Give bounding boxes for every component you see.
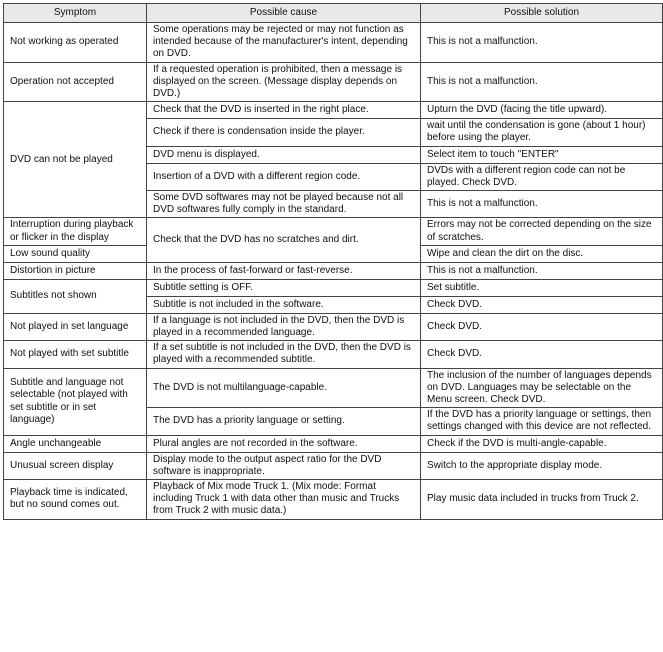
- table-row: [4, 62, 663, 102]
- solution-cell: This is not a malfunction.: [421, 191, 663, 218]
- solution-cell: Upturn the DVD (facing the title upward).: [421, 102, 663, 119]
- solution-cell: The inclusion of the number of languages depends on DVD. Languages may be selectable on the Menu screen. Check DVD.: [421, 368, 663, 408]
- solution-cell: Check DVD.: [421, 341, 663, 368]
- cause-cell: Display mode to the output aspect ratio for the DVD software is inappropriate.: [147, 452, 421, 479]
- solution-cell: This is not a malfunction.: [421, 62, 663, 102]
- symptom-cell: Subtitles not shown: [4, 279, 147, 313]
- header-possible-solution: Possible solution: [421, 4, 663, 23]
- cause-cell: DVD menu is displayed.: [147, 146, 421, 163]
- solution-cell: wait until the condensation is gone (about 1 hour) before using the player.: [421, 119, 663, 146]
- cause-cell: If a requested operation is prohibited, then a message is displayed on the screen. (Message display depends on DVD.): [147, 62, 421, 102]
- table-row: [4, 23, 663, 63]
- cause-cell: The DVD has a priority language or setting.: [147, 408, 421, 435]
- symptom-cell: Low sound quality: [4, 245, 147, 262]
- symptom-cell: Subtitle and language not selectable (not played with set subtitle or in set language): [4, 368, 147, 435]
- symptom-cell: Not played with set subtitle: [4, 341, 147, 368]
- solution-cell: Check DVD.: [421, 296, 663, 313]
- cause-cell: Check if there is condensation inside the player.: [147, 119, 421, 146]
- cause-cell: Some operations may be rejected or may not function as intended because of the manufacturer's intent, depending on DVD.: [147, 23, 421, 63]
- table-row: [4, 102, 663, 119]
- solution-cell: If the DVD has a priority language or settings, then settings changed with this device are not reflected.: [421, 408, 663, 435]
- solution-cell: Check if the DVD is multi-angle-capable.: [421, 435, 663, 452]
- cause-cell: Insertion of a DVD with a different region code.: [147, 163, 421, 190]
- cause-cell: Check that the DVD has no scratches and dirt.: [147, 218, 421, 262]
- cause-cell: If a set subtitle is not included in the DVD, then the DVD is played with a recommended subtitle.: [147, 341, 421, 368]
- table-row: [4, 480, 663, 520]
- table-row: [4, 452, 663, 479]
- header-row: [4, 4, 663, 23]
- table-row: [4, 435, 663, 452]
- solution-cell: Errors may not be corrected depending on the size of scratches.: [421, 218, 663, 245]
- cause-cell: Playback of Mix mode Truck 1. (Mix mode: Format including Truck 1 with data other than music and Trucks from Truck 2 with music data.): [147, 480, 421, 520]
- table-row: [4, 368, 663, 408]
- symptom-cell: Not working as operated: [4, 23, 147, 63]
- solution-cell: Select item to touch "ENTER": [421, 146, 663, 163]
- cause-cell: Plural angles are not recorded in the software.: [147, 435, 421, 452]
- header-symptom: Symptom: [4, 4, 147, 23]
- symptom-cell: Playback time is indicated, but no sound comes out.: [4, 480, 147, 520]
- table-body: [4, 23, 663, 520]
- table-row: [4, 313, 663, 340]
- solution-cell: This is not a malfunction.: [421, 23, 663, 63]
- solution-cell: DVDs with a different region code can not be played. Check DVD.: [421, 163, 663, 190]
- table-row: [4, 262, 663, 279]
- cause-cell: Subtitle setting is OFF.: [147, 279, 421, 296]
- header-possible-cause: Possible cause: [147, 4, 421, 23]
- cause-cell: Some DVD softwares may not be played because not all DVD softwares fully comply in the standard.: [147, 191, 421, 218]
- cause-cell: The DVD is not multilanguage-capable.: [147, 368, 421, 408]
- table-row: [4, 218, 663, 245]
- solution-cell: Switch to the appropriate display mode.: [421, 452, 663, 479]
- symptom-cell: Operation not accepted: [4, 62, 147, 102]
- symptom-cell: Distortion in picture: [4, 262, 147, 279]
- solution-cell: This is not a malfunction.: [421, 262, 663, 279]
- symptom-cell: Interruption during playback or flicker in the display: [4, 218, 147, 245]
- table-row: [4, 341, 663, 368]
- symptom-cell: DVD can not be played: [4, 102, 147, 218]
- symptom-cell: Not played in set language: [4, 313, 147, 340]
- symptom-cell: Angle unchangeable: [4, 435, 147, 452]
- solution-cell: Check DVD.: [421, 313, 663, 340]
- table-header: [4, 4, 663, 23]
- table-row: [4, 279, 663, 296]
- troubleshooting-table: [3, 3, 663, 520]
- cause-cell: If a language is not included in the DVD, then the DVD is played in a recommended language.: [147, 313, 421, 340]
- solution-cell: Play music data included in trucks from Truck 2.: [421, 480, 663, 520]
- cause-cell: In the process of fast-forward or fast-reverse.: [147, 262, 421, 279]
- solution-cell: Wipe and clean the dirt on the disc.: [421, 245, 663, 262]
- cause-cell: Check that the DVD is inserted in the right place.: [147, 102, 421, 119]
- cause-cell: Subtitle is not included in the software.: [147, 296, 421, 313]
- symptom-cell: Unusual screen display: [4, 452, 147, 479]
- solution-cell: Set subtitle.: [421, 279, 663, 296]
